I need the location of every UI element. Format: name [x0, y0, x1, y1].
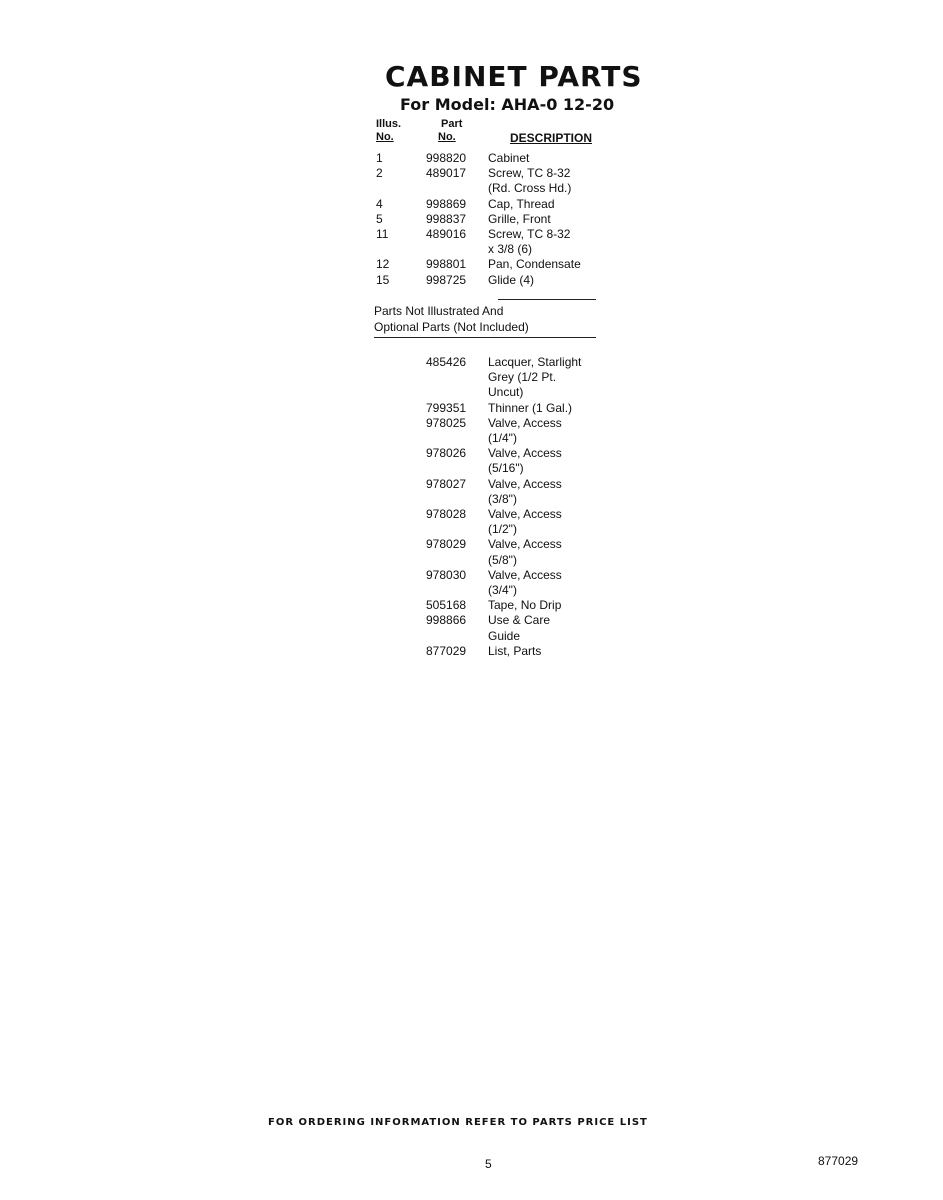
part-number: 978027	[426, 476, 467, 491]
illus-no-header	[376, 118, 401, 144]
part-description: Cap, Thread	[488, 196, 555, 211]
part-number: 799351	[426, 400, 467, 415]
description-header: DESCRIPTION	[510, 131, 593, 145]
part-number: 978029	[426, 537, 467, 552]
parts-row	[374, 197, 614, 212]
part-description: Screw, TC 8-32 x 3/8 (6)	[488, 227, 571, 257]
illus-header-line1: Illus.	[376, 118, 402, 130]
optional-parts-row	[374, 598, 624, 613]
document-number: 877029	[818, 1154, 859, 1168]
illus-number: 12	[376, 257, 390, 272]
part-number: 877029	[426, 643, 467, 658]
illus-number: 15	[376, 272, 390, 287]
optional-parts-row	[374, 568, 624, 598]
illus-number: 4	[376, 196, 383, 211]
part-description: Valve, Access (1/2")	[488, 507, 562, 537]
part-header-line2: No.	[438, 131, 456, 143]
model-subtitle: For Model: AHA-0 12-20	[400, 95, 615, 114]
divider-long	[374, 337, 596, 338]
parts-row	[374, 166, 614, 196]
parts-row	[374, 257, 614, 272]
part-description: Lacquer, Starlight Grey (1/2 Pt. Uncut)	[488, 355, 582, 400]
part-description: Screw, TC 8-32 (Rd. Cross Hd.)	[488, 166, 572, 196]
optional-parts-row	[374, 446, 624, 476]
parts-row	[374, 227, 614, 257]
parts-row	[374, 212, 614, 227]
part-no-header	[438, 118, 462, 144]
part-description: Tape, No Drip	[488, 598, 562, 613]
part-description: Valve, Access (5/8")	[488, 537, 562, 567]
ordering-footer: FOR ORDERING INFORMATION REFER TO PARTS PRICE LIST	[268, 1117, 648, 1128]
illus-header-line2: No.	[376, 131, 394, 143]
part-description: Grille, Front	[488, 211, 551, 226]
optional-parts-row	[374, 401, 624, 416]
part-description: Thinner (1 Gal.)	[488, 400, 573, 415]
part-header-line1: Part	[441, 118, 463, 130]
part-number: 998820	[426, 151, 467, 165]
page-title: CABINET PARTS	[385, 60, 643, 93]
part-number: 978028	[426, 507, 467, 522]
part-number: 489017	[426, 166, 467, 181]
part-number: 998725	[426, 272, 467, 287]
part-number: 998866	[426, 613, 467, 628]
illustrated-parts-list	[374, 151, 614, 288]
part-number: 505168	[426, 598, 467, 613]
part-description: Pan, Condensate	[488, 257, 581, 272]
part-number: 978025	[426, 415, 467, 430]
divider-short	[498, 299, 596, 300]
part-number: 998869	[426, 196, 467, 211]
part-description: Use & Care Guide	[488, 613, 551, 643]
not-illustrated-note: Parts Not Illustrated And Optional Parts (Not Included)	[374, 304, 529, 334]
optional-parts-row	[374, 644, 624, 659]
part-number: 489016	[426, 227, 467, 242]
part-number: 978026	[426, 446, 467, 461]
illus-number: 2	[376, 166, 383, 181]
illus-number: 1	[376, 151, 383, 165]
illus-number: 5	[376, 211, 383, 226]
parts-row	[374, 151, 614, 166]
page-number: 5	[485, 1157, 492, 1171]
optional-parts-row	[374, 613, 624, 643]
part-description: List, Parts	[488, 643, 542, 658]
part-description: Valve, Access (5/16")	[488, 446, 562, 476]
optional-parts-row	[374, 416, 624, 446]
optional-parts-row	[374, 537, 624, 567]
parts-row	[374, 273, 614, 288]
illus-number: 11	[376, 227, 389, 242]
part-description: Cabinet	[488, 151, 530, 165]
part-description: Glide (4)	[488, 272, 535, 287]
optional-parts-row	[374, 507, 624, 537]
part-description: Valve, Access (1/4")	[488, 415, 562, 446]
optional-parts-list	[374, 355, 624, 659]
part-number: 998801	[426, 257, 467, 272]
optional-parts-row	[374, 477, 624, 507]
part-number: 978030	[426, 567, 467, 582]
part-number: 998837	[426, 211, 467, 226]
part-description: Valve, Access (3/4")	[488, 567, 562, 598]
part-number: 485426	[426, 355, 467, 369]
optional-parts-row	[374, 355, 624, 401]
part-description: Valve, Access (3/8")	[488, 476, 562, 506]
